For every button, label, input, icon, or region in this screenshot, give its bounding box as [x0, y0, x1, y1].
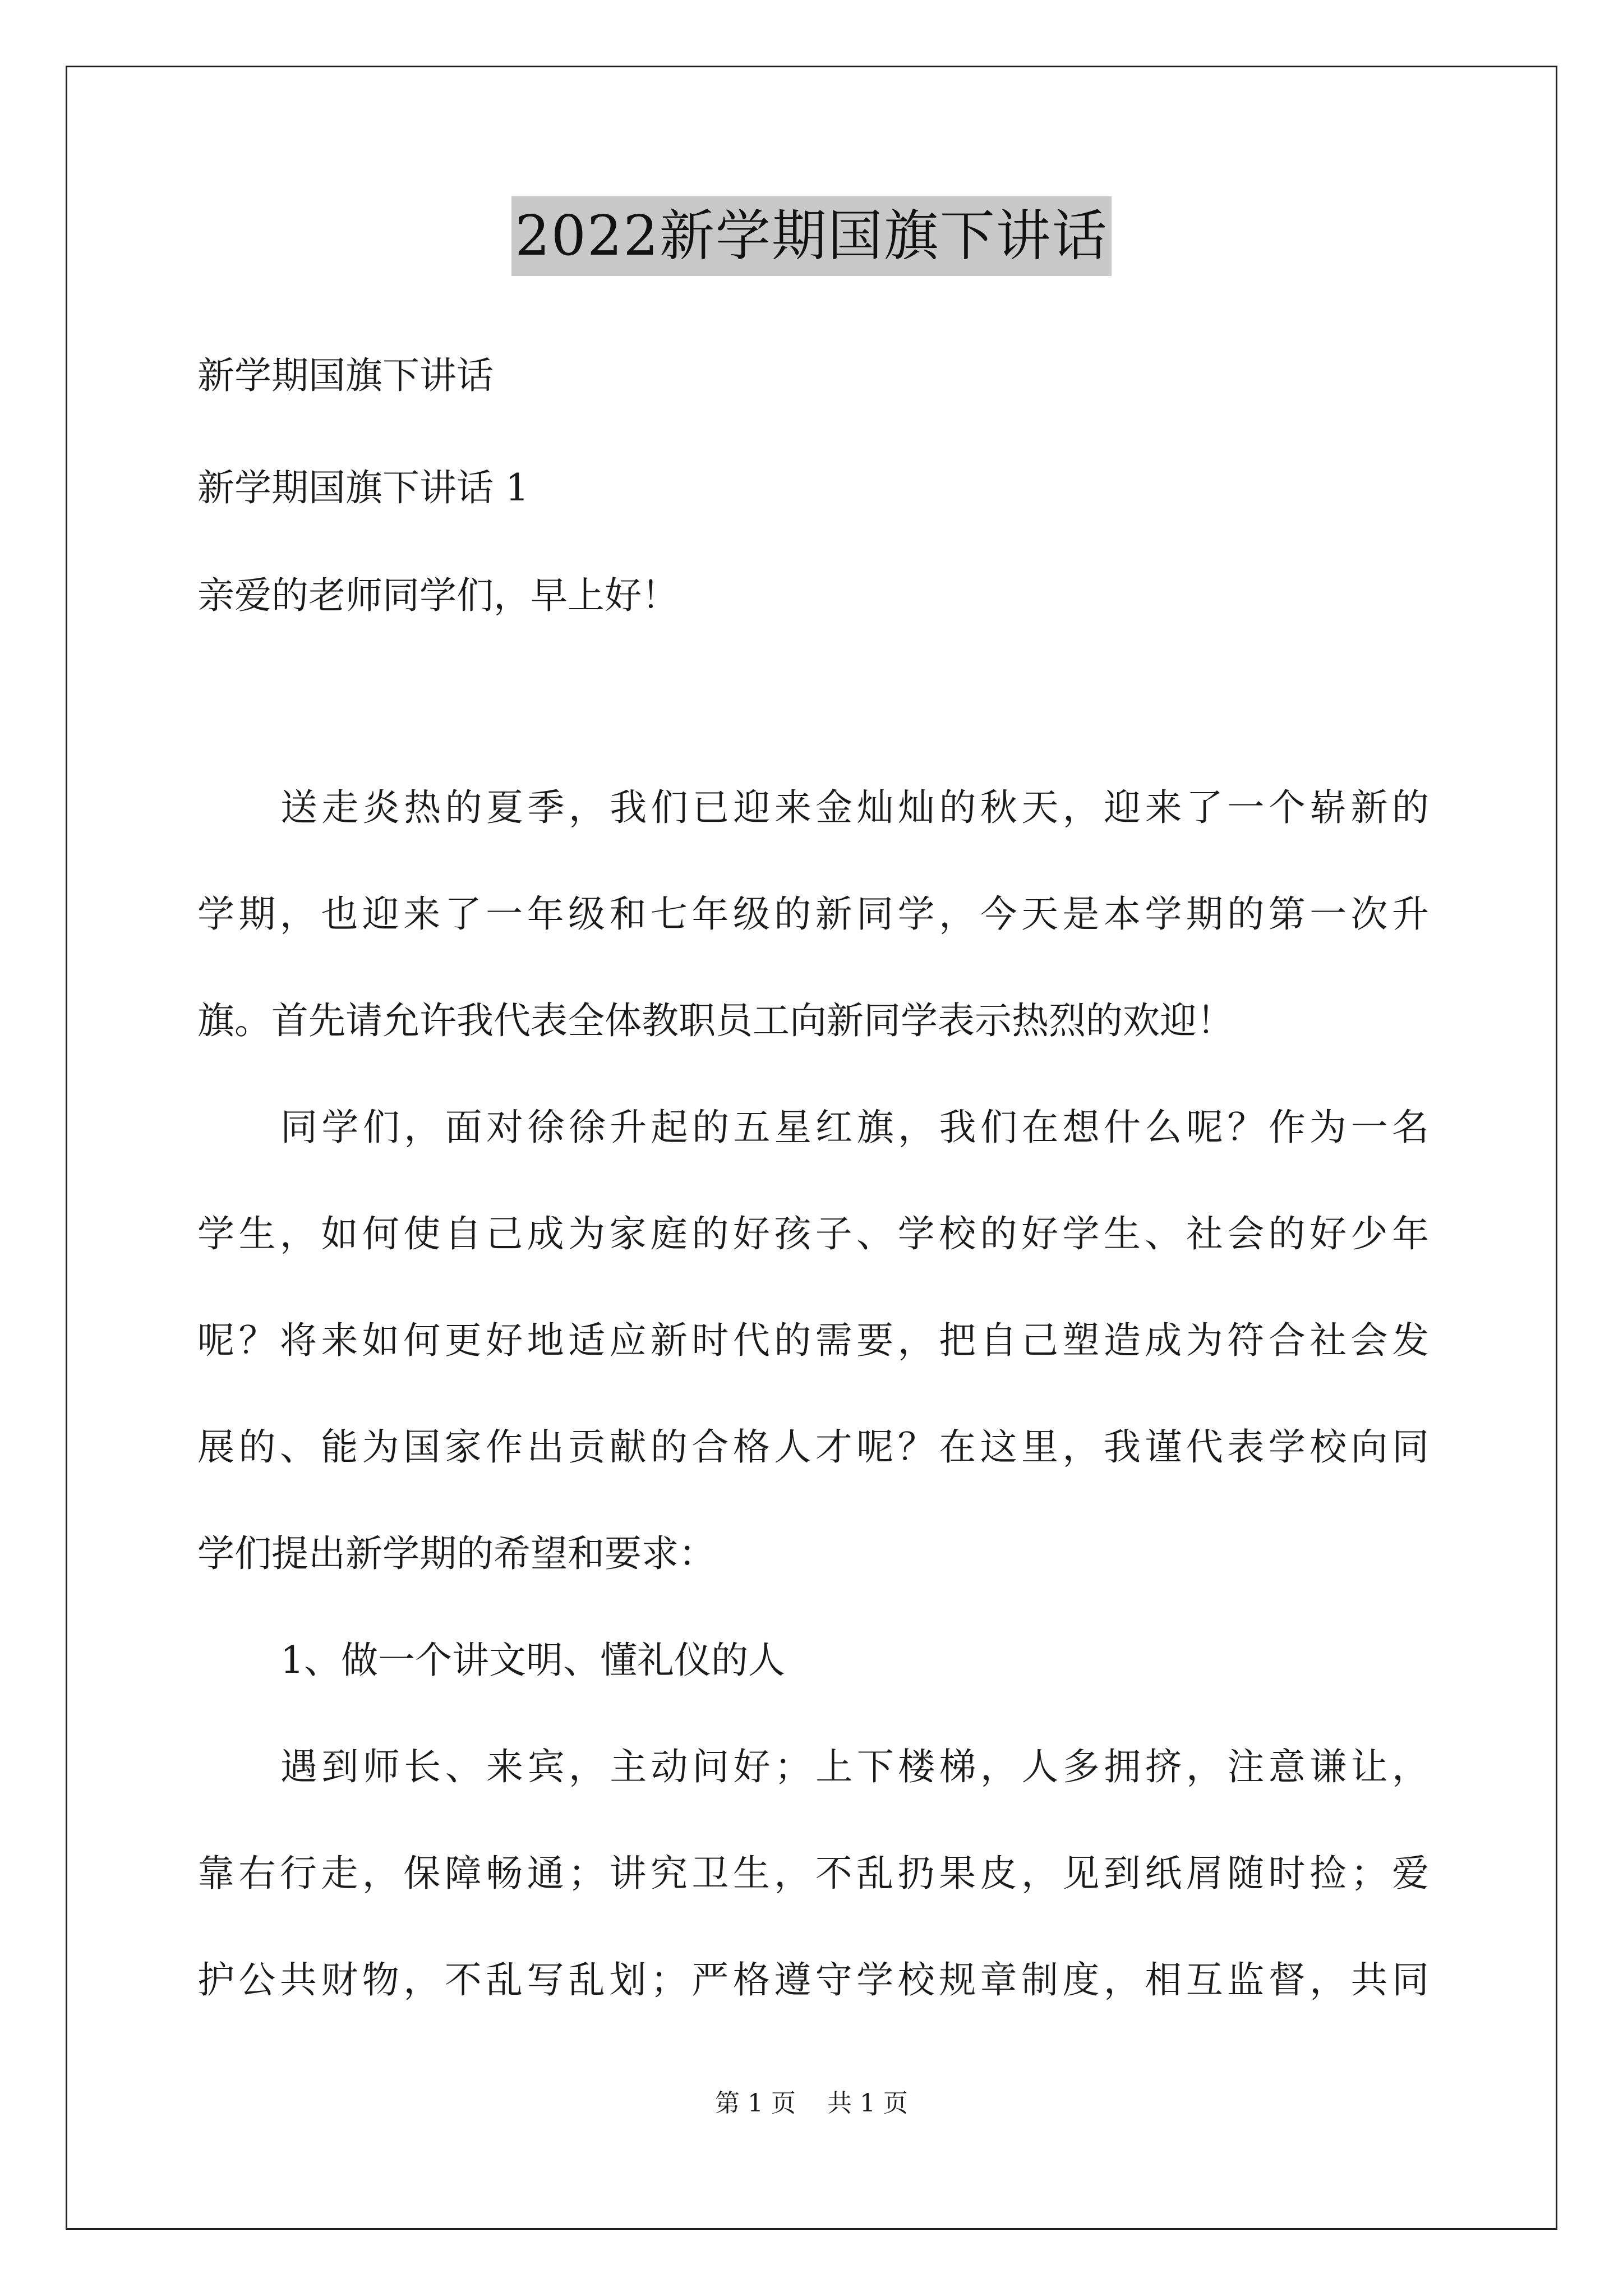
paragraph-1-line-2: 学期，也迎来了一年级和七年级的新同学，今天是本学期的第一次升	[197, 892, 1429, 936]
paragraph-3-line-1: 1、做一个讲文明、懂礼仪的人	[280, 1639, 785, 1682]
paragraph-2-line-4: 展的、能为国家作出贡献的合格人才呢？在这里，我谨代表学校向同	[197, 1425, 1429, 1469]
paragraph-4-line-1: 遇到师长、来宾，主动问好；上下楼梯，人多拥挤，注意谦让，	[280, 1745, 1429, 1788]
paragraph-2-line-3: 呢？将来如何更好地适应新时代的需要，把自己塑造成为符合社会发	[197, 1319, 1429, 1362]
page-number: 第 1 页	[715, 2089, 796, 2118]
paragraph-1-line-1: 送走炎热的夏季，我们已迎来金灿灿的秋天，迎来了一个崭新的	[280, 786, 1429, 829]
paragraph-2-line-2: 学生，如何使自己成为家庭的好孩子、学校的好学生、社会的好少年	[197, 1212, 1429, 1255]
paragraph-1-line-3: 旗。首先请允许我代表全体教职员工向新同学表示热烈的欢迎！	[197, 999, 1234, 1042]
heading-2: 新学期国旗下讲话 1	[197, 466, 529, 509]
page-total: 共 1 页	[827, 2089, 908, 2118]
greeting: 亲爱的老师同学们，早上好！	[197, 574, 679, 617]
paragraph-4-line-2: 靠右行走，保障畅通；讲究卫生，不乱扔果皮，见到纸屑随时捡；爱	[197, 1852, 1429, 1895]
heading-1: 新学期国旗下讲话	[197, 354, 494, 397]
paragraph-2-line-5: 学们提出新学期的希望和要求：	[197, 1532, 716, 1575]
paragraph-4-line-3: 护公共财物，不乱写乱划；严格遵守学校规章制度，相互监督，共同	[197, 1958, 1429, 2001]
page-footer	[0, 2088, 1623, 2119]
document-title: 2022新学期国旗下讲话	[511, 196, 1111, 276]
paragraph-2-line-1: 同学们，面对徐徐升起的五星红旗，我们在想什么呢？作为一名	[280, 1106, 1429, 1149]
title-wrap	[0, 196, 1623, 276]
